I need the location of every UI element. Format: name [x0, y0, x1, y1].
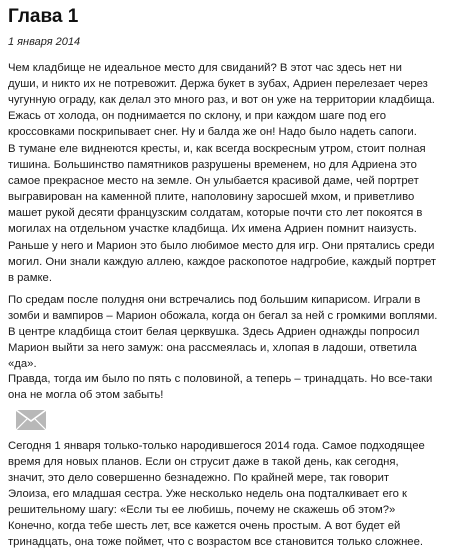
paragraph-6: Сегодня 1 января только-только народившегося 2014 года. Самое подходящее время для новых планов. Если он струсит даже в такой день, как сегодня, значит, это дело совершенно безнадежно. По крайней мере, так говорит Элоиза, его младшая сестра. Уже несколько недель она подталкивает его к решительному шагу: «Если ты ее любишь, почему не скажешь об этом?» Конечно, когда тебе шесть лет, все кажется очень простым. А вот будет ей тринадцать, она тоже поймет, что с возрастом все становится только сложнее. — [8, 440, 425, 548]
paragraph-3: Раньше у него и Марион это было любимое место для игр. Они прятались среди могил. Они знали каждую аллею, каждое раскопотое надгробие, каждый портрет в рамке. — [8, 240, 437, 284]
chapter-page — [8, 0, 456, 548]
envelope-icon[interactable] — [16, 410, 46, 430]
chapter-date: 1 января 2014 — [8, 36, 81, 48]
paragraph-5: Правда, тогда им было по пять с половиной, а теперь – тринадцать. Но все-таки она не могла об этом забыть! — [8, 373, 433, 401]
paragraph-2: В тумане еле виднеются кресты, и, как всегда воскресным утром, стоит полная тишина. Большинство памятников разрушены временем, но для Адриена это самое прекрасное место на земле. Он улыбается красивой даме, чей портрет выгравирован на каменной плите, наполовину заросшей мхом, и приветливо машет рукой десяти французским солдатам, которые почти сто лет покоятся в могилах на отдельном участке кладбища. Их имена Адриен помнит наизусть. — [8, 143, 426, 235]
paragraph-1: Чем кладбище не идеальное место для свиданий? В этот час здесь нет ни души, и никто их не потревожит. Держа букет в зубах, Адриен перелезает через чугунную ограду, как делал это много раз, и вот он уже на территории кладбища. Ежась от холода, он поднимается по склону, и при каждом шаге под его кроссовками поскрипывает снег. Ну и балда же он! Надо было надеть сапоги. — [8, 62, 435, 138]
paragraph-4: По средам после полудня они встречались под большим кипарисом. Играли в зомби и вампиров – Марион обожала, когда он бегал за ней с громкими воплями. В центре кладбища стоит белая церквушка. Здесь Адриен однажды попросил Марион выйти за него замуж: она рассмеялась и, хлопая в ладоши, ответила «да». — [8, 294, 438, 370]
chapter-title: Глава 1 — [8, 6, 79, 27]
